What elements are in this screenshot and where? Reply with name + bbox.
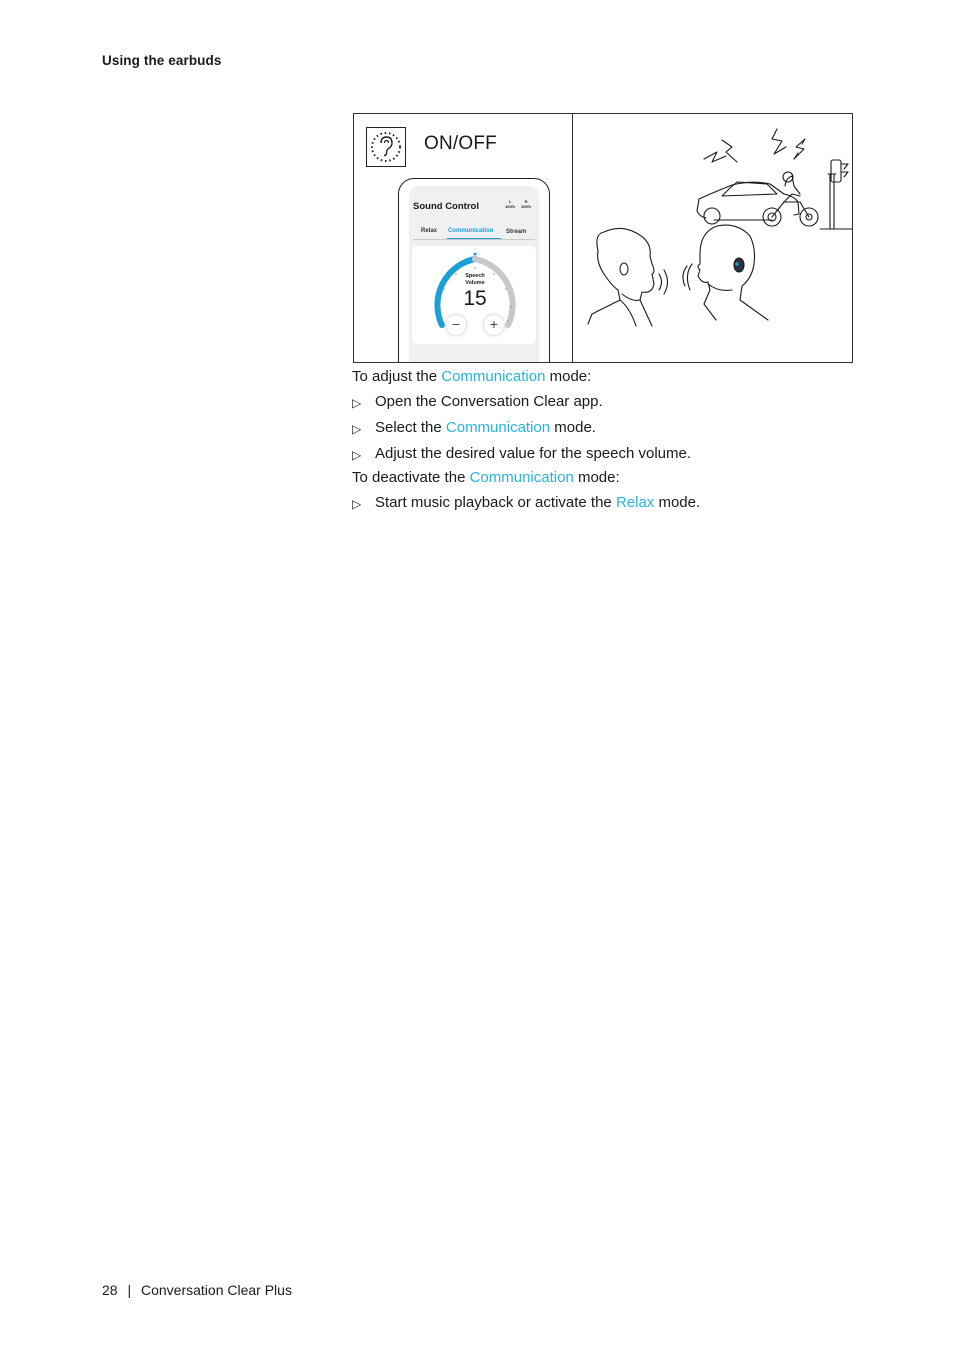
tab-divider xyxy=(413,239,535,240)
step-bullet-icon: ▷ xyxy=(352,497,362,511)
communication-link[interactable]: Communication xyxy=(469,469,574,486)
tab-stream[interactable]: Stream xyxy=(506,229,527,235)
volume-minus-button[interactable]: − xyxy=(446,315,466,335)
speech-volume-value: 15 xyxy=(463,287,487,310)
sound-wave-icon xyxy=(659,264,692,294)
app-screen xyxy=(409,186,539,362)
communication-link[interactable]: Communication xyxy=(445,419,551,436)
illustration-figure xyxy=(353,113,853,363)
motorcycle-icon xyxy=(763,172,818,226)
step-bullet-icon: ▷ xyxy=(352,396,362,410)
step-deactivate: Start music playback or activate the Relax mode. xyxy=(375,494,701,511)
volume-plus-button[interactable]: + xyxy=(484,315,504,335)
phone-mockup xyxy=(398,178,550,362)
conversation-illustration xyxy=(572,114,852,362)
deactivate-instruction: To deactivate the Communication mode: xyxy=(352,469,620,486)
battery-left: L 100% xyxy=(505,199,516,209)
communication-link[interactable]: Communication xyxy=(441,368,546,385)
app-panel xyxy=(354,114,573,362)
step-select-mode: Select the Communication mode. xyxy=(375,419,596,436)
ear-icon xyxy=(366,127,406,167)
mode-label: ON/OFF xyxy=(424,133,497,154)
listening-man-icon xyxy=(698,225,768,320)
step-bullet-icon: ▷ xyxy=(352,448,362,462)
step-open-app: Open the Conversation Clear app. xyxy=(375,393,603,410)
page-number: 28 xyxy=(102,1282,118,1298)
app-title: Sound Control xyxy=(413,201,479,212)
step-bullet-icon: ▷ xyxy=(352,422,362,436)
noise-lightning-icon xyxy=(704,129,805,162)
relax-link[interactable]: Relax xyxy=(615,494,655,511)
step-adjust-volume: Adjust the desired value for the speech volume. xyxy=(375,445,692,462)
page-footer xyxy=(102,1282,292,1298)
product-name: Conversation Clear Plus xyxy=(141,1282,292,1298)
intro-instruction: To adjust the Communication mode: xyxy=(352,368,592,385)
traffic-light-icon xyxy=(820,160,852,229)
section-header: Using the earbuds xyxy=(102,53,222,68)
gauge-label: Speech Volume xyxy=(465,273,485,286)
speech-volume-card xyxy=(412,246,536,344)
footer-separator: | xyxy=(127,1282,132,1298)
battery-right: R 100% xyxy=(521,199,532,209)
speaking-man-icon xyxy=(588,228,654,326)
tab-relax[interactable]: Relax xyxy=(421,228,438,234)
tab-communication[interactable]: Communication xyxy=(448,228,494,234)
